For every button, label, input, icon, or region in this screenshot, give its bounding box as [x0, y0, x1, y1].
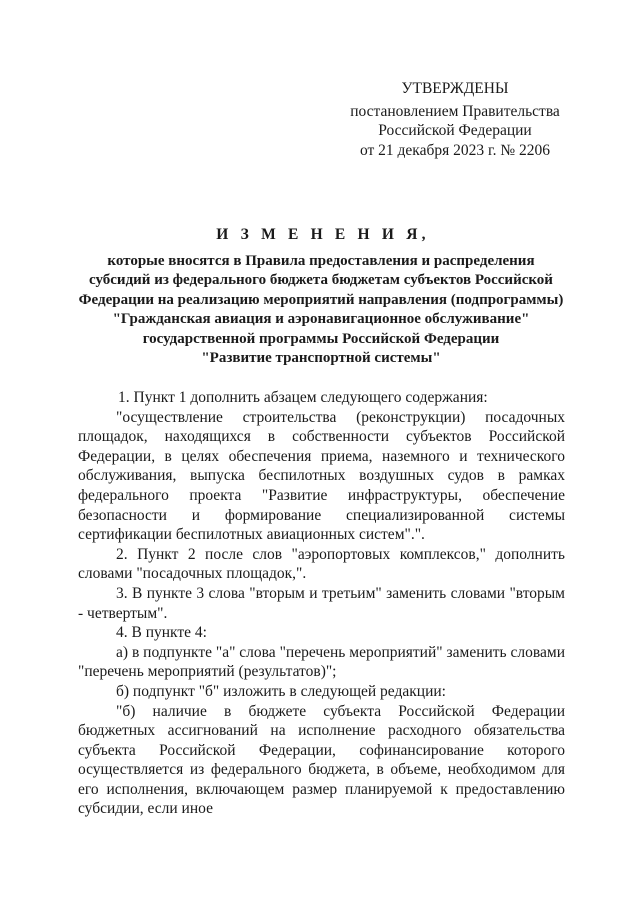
paragraph: 4. В пункте 4:	[116, 624, 207, 642]
paragraph: 3. В пункте 3 слова "вторым и третьим" заменить словами "вторым - четвертым".	[78, 584, 565, 622]
document-title: И З М Е Н Е Н И Я,	[216, 226, 430, 243]
approval-line-2: Российской Федерации	[378, 122, 532, 139]
approval-block	[340, 79, 570, 160]
heading-line: "Развитие транспортной системы"	[201, 350, 441, 367]
heading-line: которые вносятся в Правила предоставления и распределения	[107, 253, 535, 269]
document-heading	[66, 226, 576, 368]
approval-line-3: от 21 декабря 2023 г. № 2206	[359, 141, 551, 159]
approval-line-1: постановлением Правительства	[350, 102, 560, 120]
heading-line: Федерации на реализацию мероприятий направления (подпрограммы)	[78, 291, 564, 308]
paragraph: "осуществление строительства (реконструкции) посадочных площадок, находящихся в собственности субъектов Российской Федерации, в целях обеспечения приема, наземного и технического обслуживания, выпуска беспилотных воздушных судов в рамках федерального проекта "Развитие инфраструктуры, обеспечение безопасности и формирование специализированной системы сертификации беспилотных авиационных систем".".	[78, 408, 565, 544]
document-body	[78, 388, 565, 819]
approval-stamp: УТВЕРЖДЕНЫ	[401, 80, 509, 97]
heading-line: государственной программы Российской Федерации	[142, 330, 500, 347]
paragraph: 1. Пункт 1 дополнить абзацем следующего содержания:	[118, 389, 488, 406]
heading-line: "Гражданская авиация и аэронавигационное обслуживание"	[112, 311, 530, 328]
paragraph: "б) наличие в бюджете субъекта Российской Федерации бюджетных ассигнований на исполнение расходного обязательства субъекта Российской Федерации, софинансирование которого осуществляется из федерального бюджета, в объеме, необходимом для его исполнения, включающем размер планируемой к предоставлению субсидии, если иное	[78, 702, 565, 818]
heading-line: субсидий из федерального бюджета бюджетам субъектов Российской	[89, 272, 553, 289]
paragraph: б) подпункт "б" изложить в следующей редакции:	[116, 682, 446, 700]
paragraph: 2. Пункт 2 после слов "аэропортовых комплексов," дополнить словами "посадочных площадок,".	[78, 545, 565, 583]
paragraph: а) в подпункте "а" слова "перечень мероприятий" заменить словами "перечень мероприятий (результатов)";	[78, 643, 565, 681]
